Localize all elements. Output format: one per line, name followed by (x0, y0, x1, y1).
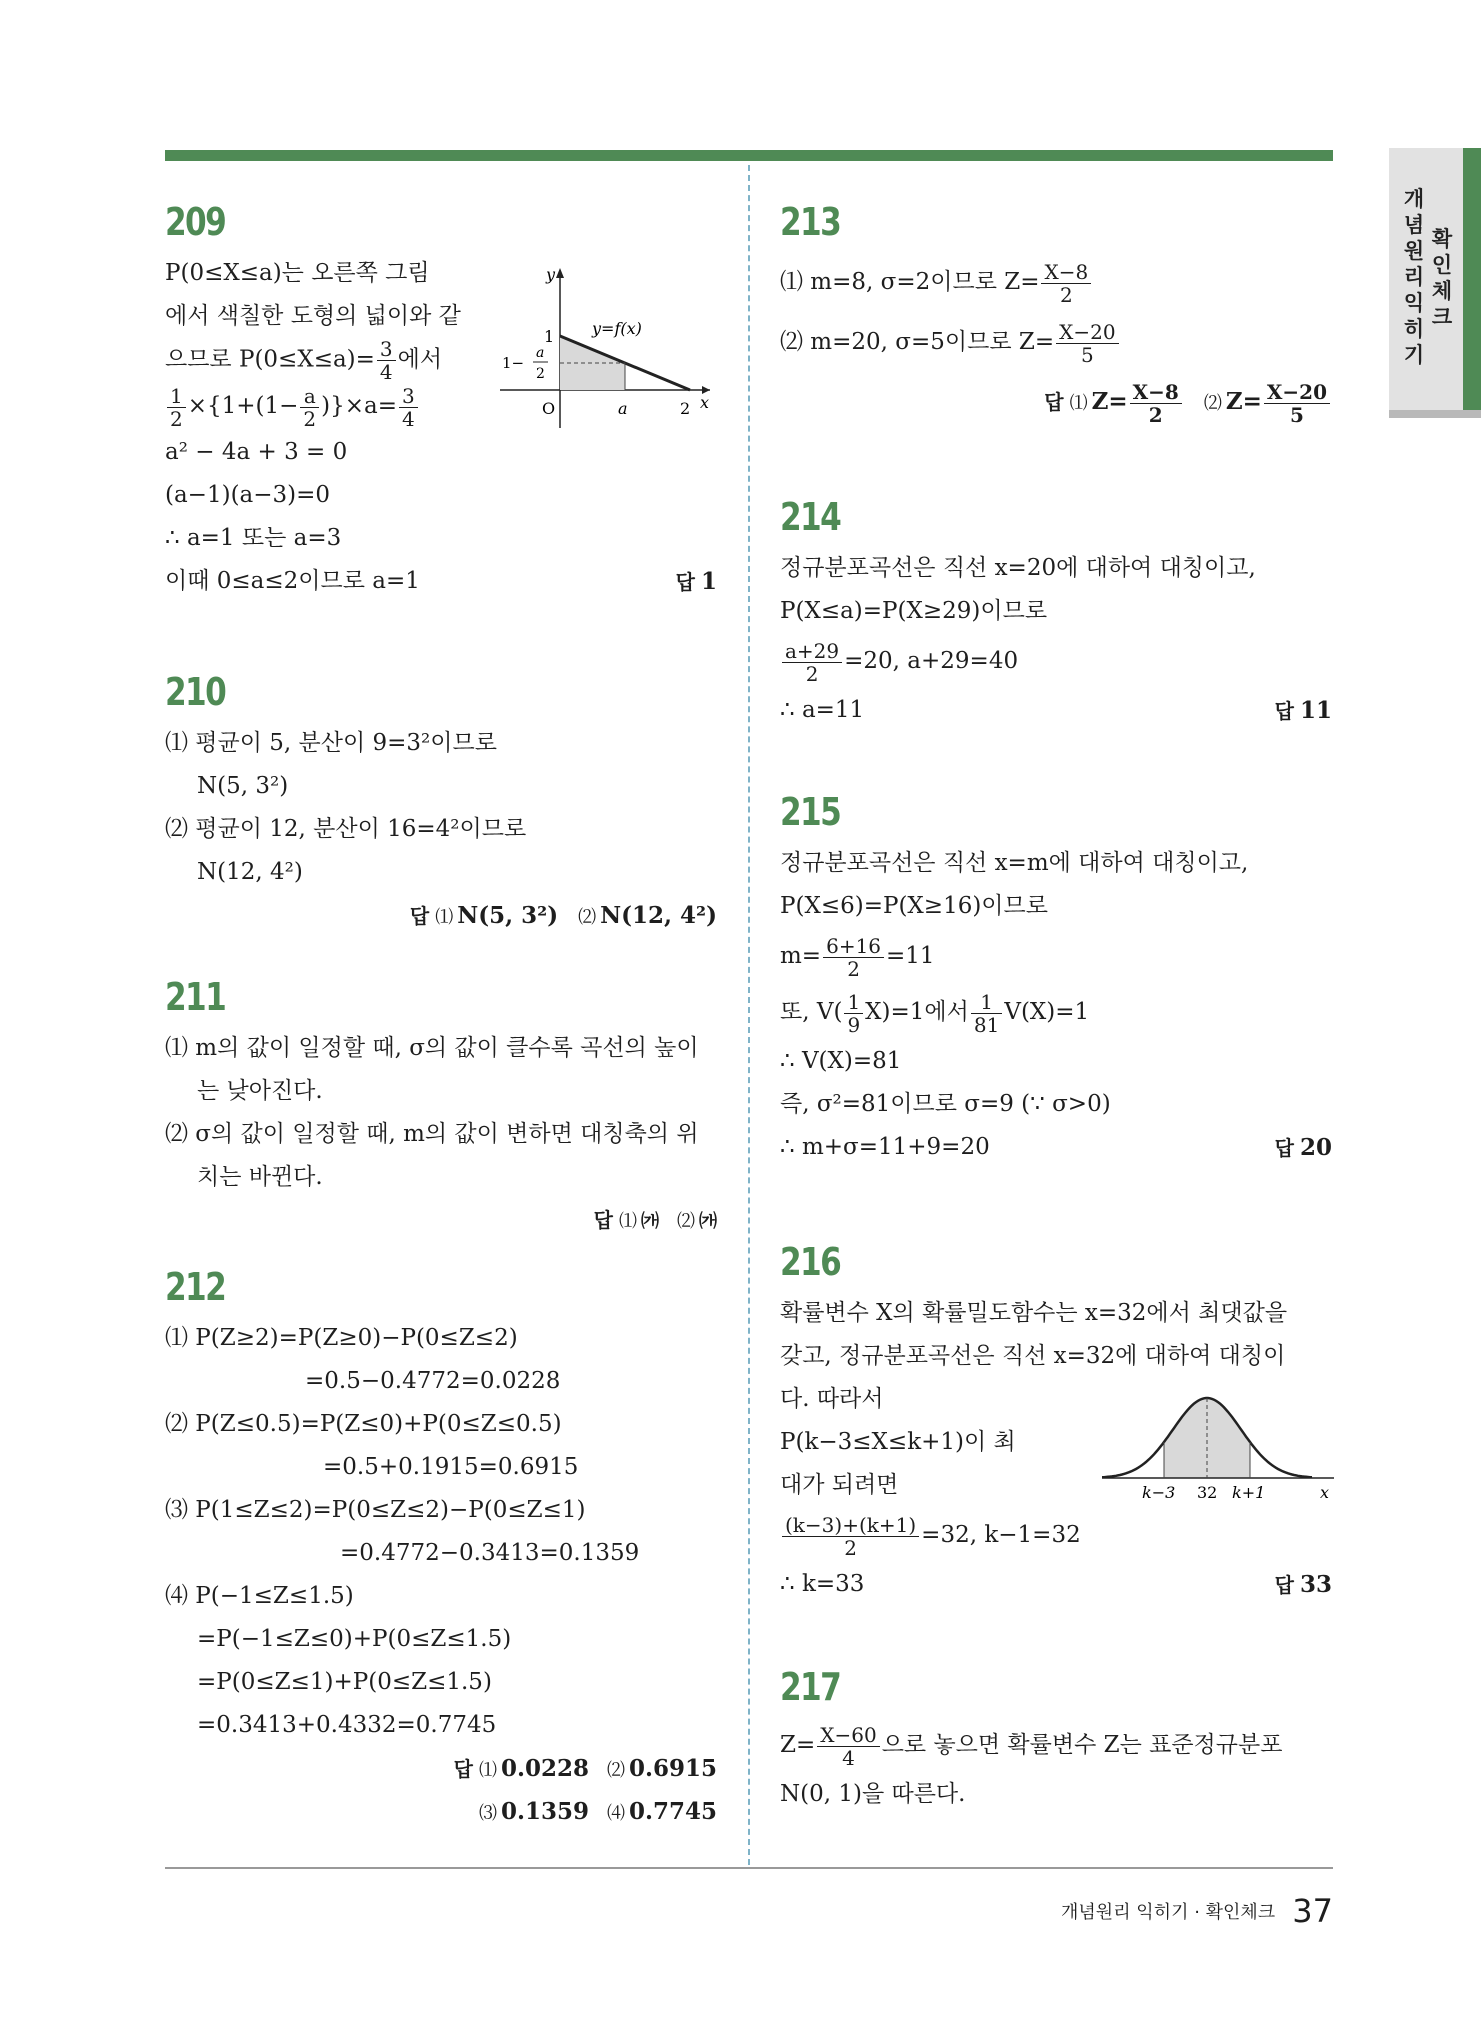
label-fx: y=f(x) (592, 319, 642, 338)
numerator: a (300, 385, 319, 408)
numerator: 1 (971, 991, 1002, 1014)
fraction (399, 385, 418, 430)
denominator: 4 (402, 406, 415, 431)
denominator: 2 (847, 956, 860, 981)
text: 으로 놓으면 확률변수 Z는 표준정규분포 (881, 1732, 1283, 1758)
answer-label: 답 (1274, 1573, 1294, 1597)
top-accent-bar (165, 150, 1333, 161)
fraction (377, 338, 396, 383)
denominator: 2 (844, 1535, 857, 1560)
text: ∴ k=33 (780, 1571, 865, 1597)
answer-value: 0.6915 (628, 1755, 717, 1782)
fraction (823, 935, 884, 980)
sub-label: ⑵ (606, 1760, 625, 1781)
solution-line: 갖고, 정규분포곡선은 직선 x=32에 대하여 대칭이 (780, 1343, 1286, 1369)
shaded-region (1164, 1398, 1250, 1478)
sub-label: ⑵ (1203, 393, 1222, 414)
solution-line: 다. 따라서 (780, 1386, 884, 1412)
text: ∴ m+σ=11+9=20 (780, 1134, 990, 1160)
problem-211 (165, 975, 717, 1242)
numerator: 1 (844, 991, 863, 1014)
fraction (1041, 261, 1091, 306)
footer-section-title: 개념원리 익히기 · 확인체크 (1061, 1902, 1276, 1923)
answer-value: 33 (1299, 1571, 1332, 1598)
solution-line (780, 1507, 1332, 1563)
answer (165, 1199, 717, 1242)
solution-line: ⑵ σ의 값이 일정할 때, m의 값이 변하면 대칭축의 위 (165, 1121, 699, 1147)
page-number: 37 (1292, 1892, 1333, 1930)
solution-line: =0.5−0.4772=0.0228 (305, 1368, 561, 1394)
problem-214 (780, 495, 1332, 732)
solution-line (780, 633, 1332, 689)
answer (1275, 1126, 1332, 1170)
answer-value: N(12, 4²) (600, 902, 717, 929)
solution-line (780, 1717, 1332, 1773)
sub-label: ⑵ (578, 907, 597, 928)
solution-line: ⑴ m의 값이 일정할 때, σ의 값이 클수록 곡선의 높이 (165, 1035, 699, 1061)
answer (1275, 1563, 1332, 1607)
side-tab-text-primary: 개념원리 익히기 (1403, 187, 1425, 367)
solution-line: N(0, 1)을 따른다. (780, 1781, 966, 1807)
solution-line (780, 252, 1332, 312)
numerator: X−60 (817, 1724, 879, 1747)
label-tick-den: 2 (536, 366, 545, 382)
solution-line: (a−1)(a−3)=0 (165, 482, 331, 508)
side-tab-text-secondary: 확인체크 (1431, 227, 1453, 329)
column-divider (748, 165, 750, 1865)
side-section-tab (1389, 148, 1481, 418)
solution-line: ⑷ P(−1≤Z≤1.5) (165, 1583, 354, 1609)
solution-line: 정규분포곡선은 직선 x=m에 대하여 대칭이고, (780, 850, 1249, 876)
text: X)=1에서 (865, 999, 969, 1025)
answer-value: ㈎ (699, 1211, 717, 1232)
numerator: 3 (399, 385, 418, 408)
numerator: X−8 (1130, 381, 1182, 404)
solution-line: =P(−1≤Z≤0)+P(0≤Z≤1.5) (197, 1626, 512, 1652)
text: V(X)=1 (1004, 999, 1090, 1025)
solution-line: ⑴ P(Z≥2)=P(Z≥0)−P(0≤Z≤2) (165, 1325, 518, 1351)
label-x: x (1320, 1483, 1330, 1502)
text: 에서 (397, 346, 443, 373)
answer-value: 0.0228 (500, 1755, 589, 1782)
answer-label: 답 (1274, 1136, 1294, 1160)
label-tick: 1− (502, 354, 525, 372)
text: =11 (886, 943, 935, 969)
solution-line: ⑵ 평균이 12, 분산이 16=4²이므로 (165, 816, 527, 842)
text: 으므로 P(0≤X≤a)= (165, 346, 375, 373)
answer-label: 답 (409, 904, 430, 928)
answer-value: ㈎ (641, 1211, 659, 1232)
solution-line: =0.3413+0.4332=0.7745 (197, 1712, 497, 1738)
sub-label: ⑴ (478, 1760, 497, 1781)
answer-label: 답 (453, 1757, 473, 1781)
problem-number: 214 (780, 495, 841, 539)
answer-value: 0.7745 (628, 1798, 717, 1825)
numerator: 1 (167, 385, 186, 408)
answer-value: 20 (1299, 1134, 1332, 1161)
answer-value: 0.1359 (500, 1798, 589, 1825)
solution-line: N(12, 4²) (197, 859, 303, 885)
triangle-graph-figure (500, 268, 710, 428)
answer (676, 560, 717, 604)
text: =20, a+29=40 (844, 648, 1019, 674)
side-tab-edge (1463, 148, 1481, 418)
answer-value: 11 (1299, 697, 1332, 724)
solution-line: 대가 되려면 (780, 1472, 899, 1498)
answer-label: 답 (593, 1208, 613, 1232)
fraction (971, 991, 1002, 1036)
text: )}×a= (321, 393, 398, 419)
problem-number: 213 (780, 200, 841, 244)
solution-line: 에서 색칠한 도형의 넓이와 같 (165, 303, 461, 329)
denominator: 2 (303, 406, 317, 431)
sub-label: ⑷ (606, 1803, 625, 1824)
answer-label: 답 (1044, 390, 1064, 414)
fraction (1264, 381, 1330, 426)
answer-label: 답 (675, 570, 695, 594)
solution-line (780, 928, 1332, 984)
sub-label: ⑴ (619, 1211, 637, 1232)
solution-line (165, 560, 717, 603)
solution-line: 즉, σ²=81이므로 σ=9 (∵ σ>0) (780, 1091, 1111, 1117)
solution-line: P(k−3≤X≤k+1)이 최 (780, 1429, 1016, 1455)
problem-number: 217 (780, 1665, 841, 1709)
label-origin: O (542, 399, 556, 418)
numerator: 6+16 (823, 935, 884, 958)
page-footer (1061, 1892, 1333, 1930)
denominator: 2 (1148, 402, 1163, 427)
label-k-plus-1: k+1 (1232, 1483, 1266, 1502)
problem-number: 211 (165, 975, 226, 1019)
denominator: 4 (379, 360, 393, 384)
answer-value: 1 (700, 568, 717, 595)
text: ⑴ m=8, σ=2이므로 Z= (780, 269, 1040, 295)
fraction (300, 385, 319, 430)
text: m= (780, 943, 822, 969)
text: ⑵ m=20, σ=5이므로 Z= (780, 329, 1055, 355)
solution-line: =0.5+0.1915=0.6915 (323, 1454, 579, 1480)
text: Z= (780, 1732, 816, 1758)
solution-line: ⑴ 평균이 5, 분산이 9=3²이므로 (165, 730, 497, 756)
answer-label: 답 (1274, 699, 1294, 723)
denominator: 5 (1080, 342, 1094, 367)
answer-text: Z= (1225, 388, 1262, 415)
problem-number: 215 (780, 790, 841, 834)
solution-line: P(0≤X≤a)는 오른쪽 그림 (165, 260, 430, 286)
denominator: 81 (973, 1012, 1000, 1037)
solution-line: 치는 바뀐다. (197, 1164, 323, 1190)
problem-215 (780, 790, 1332, 1169)
normal-curve-figure (1102, 1390, 1334, 1505)
problem-number: 216 (780, 1240, 841, 1284)
problem-number: 212 (165, 1265, 226, 1309)
solution-line (780, 984, 1332, 1040)
text: =32, k−1=32 (921, 1522, 1081, 1548)
sub-label: ⑴ (435, 907, 454, 928)
solution-line: ⑶ P(1≤Z≤2)=P(0≤Z≤2)−P(0≤Z≤1) (165, 1497, 586, 1523)
y-axis-arrow (556, 268, 564, 278)
answer (165, 1747, 717, 1790)
solution-line: =P(0≤Z≤1)+P(0≤Z≤1.5) (197, 1669, 492, 1695)
denominator: 5 (1289, 402, 1304, 427)
label-one: 1 (544, 327, 555, 346)
problem-number: 209 (165, 200, 226, 244)
fraction (1130, 381, 1182, 426)
sub-label: ⑶ (478, 1803, 497, 1824)
answer-text: Z= (1091, 388, 1128, 415)
denominator: 9 (847, 1012, 861, 1037)
bottom-rule (165, 1867, 1333, 1869)
numerator: (k−3)+(k+1) (782, 1514, 919, 1537)
answer (1275, 689, 1332, 733)
text: ∴ a=11 (780, 697, 865, 723)
numerator: X−8 (1041, 261, 1091, 284)
fraction (782, 640, 842, 685)
denominator: 4 (842, 1745, 855, 1770)
label-a: a (618, 399, 628, 418)
fraction (167, 385, 186, 430)
text: 또, V( (780, 999, 843, 1025)
label-y: y (546, 268, 556, 284)
fraction (844, 991, 863, 1036)
fraction (782, 1514, 919, 1559)
problem-213 (780, 200, 1332, 432)
numerator: 3 (377, 338, 396, 361)
answer-value: N(5, 3²) (457, 902, 559, 929)
text: ×{1+(1− (187, 393, 299, 419)
solution-line: ⑵ P(Z≤0.5)=P(Z≤0)+P(0≤Z≤0.5) (165, 1411, 562, 1437)
solution-line: a² − 4a + 3 = 0 (165, 439, 348, 465)
fraction (1056, 321, 1118, 366)
problem-212 (165, 1265, 717, 1833)
sub-label: ⑴ (1069, 393, 1088, 414)
solution-line (780, 689, 1332, 732)
label-x: x (700, 393, 710, 412)
denominator: 2 (170, 406, 183, 431)
numerator: X−20 (1264, 381, 1330, 404)
solution-line: =0.4772−0.3413=0.1359 (340, 1540, 640, 1566)
solution-line (780, 1126, 1332, 1169)
denominator: 2 (805, 661, 819, 686)
label-two: 2 (680, 399, 691, 418)
label-32: 32 (1197, 1483, 1218, 1502)
text: 이때 0≤a≤2이므로 a=1 (165, 568, 420, 594)
solution-line: 는 낮아진다. (197, 1078, 323, 1104)
fraction (817, 1724, 879, 1769)
solution-line (780, 312, 1332, 372)
solution-line: N(5, 3²) (197, 773, 289, 799)
denominator: 2 (1059, 282, 1073, 307)
problem-210 (165, 670, 717, 937)
problem-number: 210 (165, 670, 226, 714)
solution-line: ∴ V(X)=81 (780, 1048, 902, 1074)
answer (780, 372, 1332, 432)
label-k-minus-3: k−3 (1142, 1483, 1176, 1502)
numerator: a+29 (782, 640, 842, 663)
sub-label: ⑵ (677, 1211, 695, 1232)
answer (165, 894, 717, 937)
numerator: X−20 (1056, 321, 1118, 344)
solution-line: 확률변수 X의 확률밀도함수는 x=32에서 최댓값을 (780, 1300, 1288, 1326)
problem-209 (165, 200, 717, 603)
problem-217 (780, 1665, 1332, 1816)
problem-216 (780, 1240, 1332, 1606)
side-tab-shadow (1389, 410, 1481, 418)
solution-line: ∴ a=1 또는 a=3 (165, 525, 342, 551)
label-tick-num: a (536, 345, 545, 361)
solution-line: P(X≤6)=P(X≥16)이므로 (780, 893, 1048, 919)
solution-line: 정규분포곡선은 직선 x=20에 대하여 대칭이고, (780, 555, 1256, 581)
solution-line (780, 1563, 1332, 1606)
answer (165, 1790, 717, 1833)
solution-line: P(X≤a)=P(X≥29)이므로 (780, 598, 1048, 624)
